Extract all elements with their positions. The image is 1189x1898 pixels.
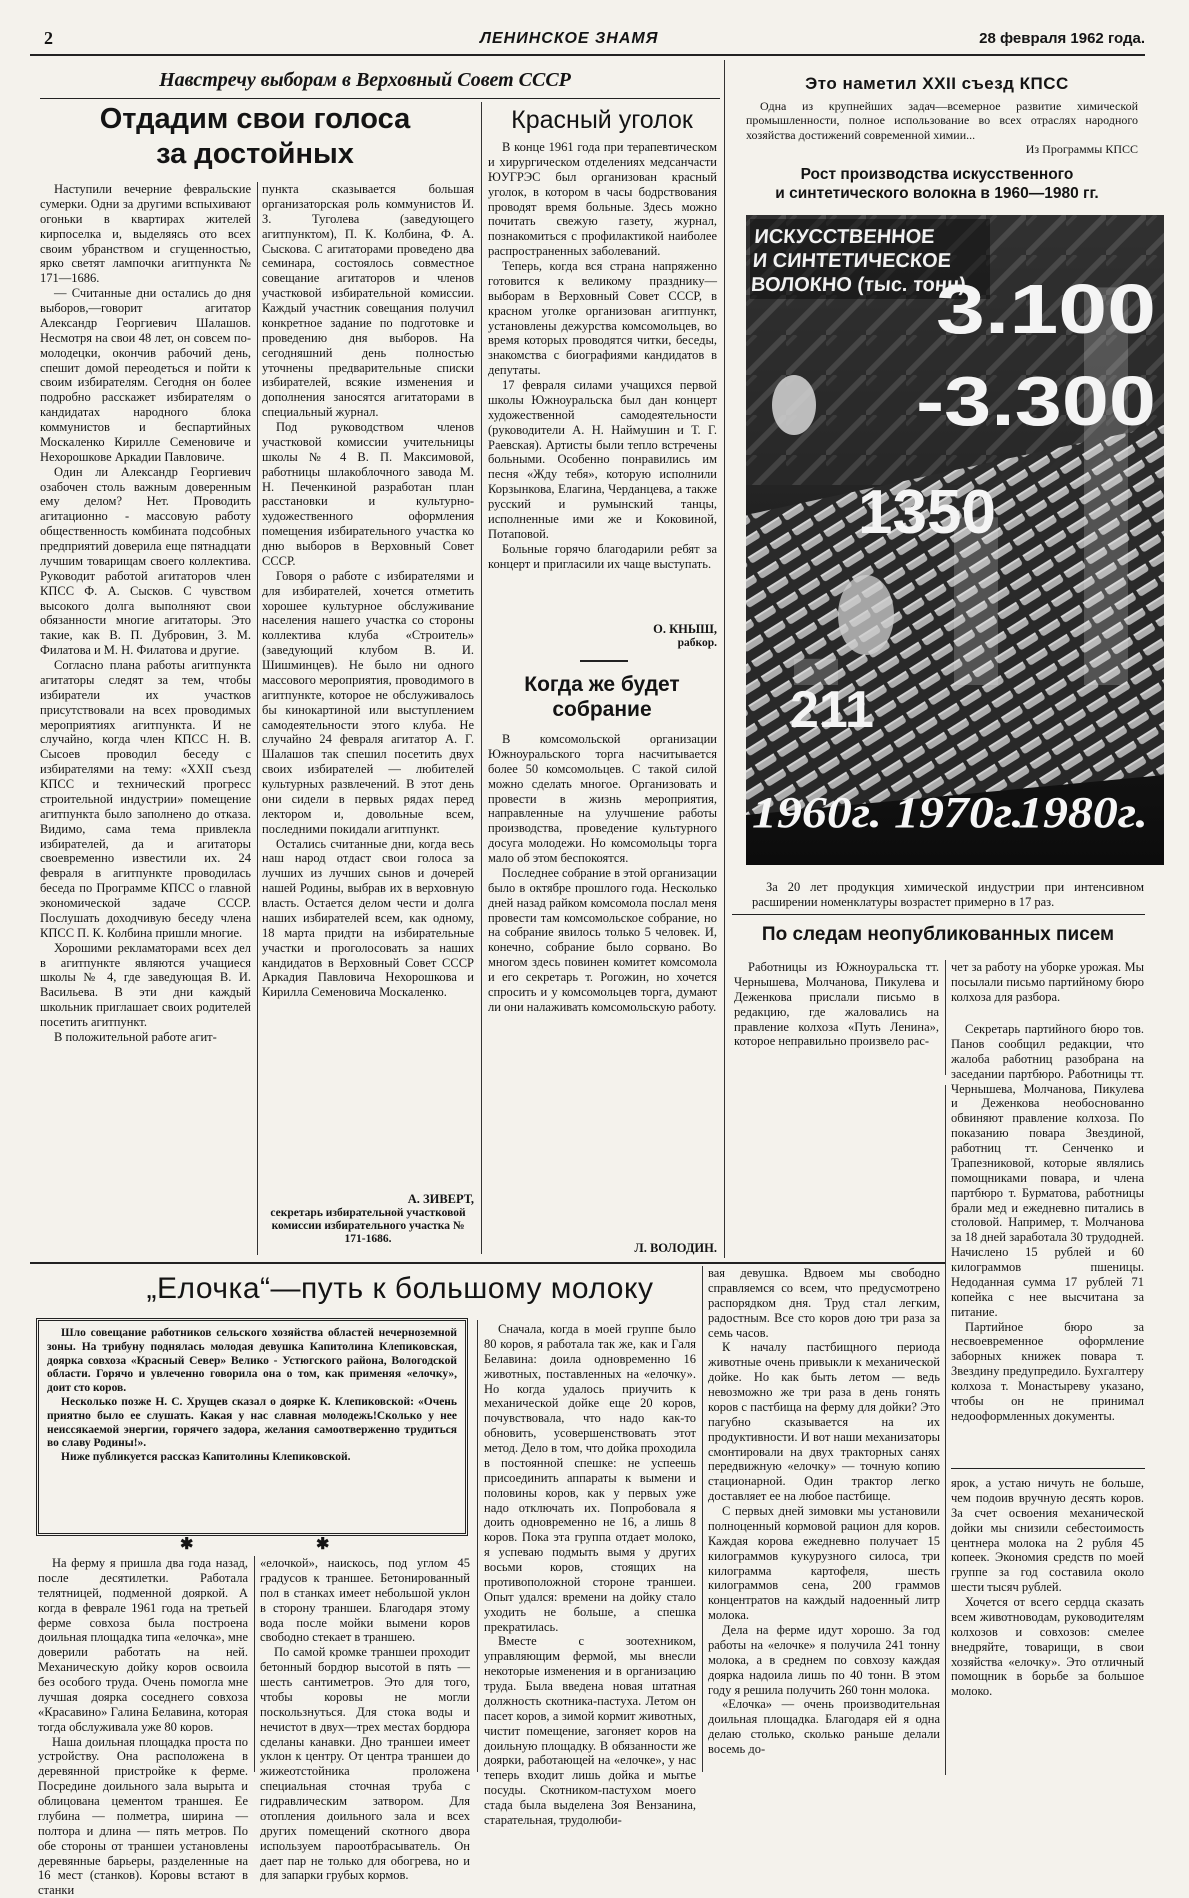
- paragraph: Под руководством членов участковой комиссии учительницы школы № 4 В. П. Максимовой, работницы шлакоблочного завода М. Н. Печенкиной разработан план расстановки и культурно-художественного оформления помещения избирательного участка ко дню выборов в Верховный Совет СССР.: [262, 420, 474, 569]
- chart-category-labels: [752, 788, 1148, 837]
- column-divider: [257, 182, 258, 1255]
- chart-value-label: 1350: [858, 478, 996, 547]
- column-divider: [254, 1556, 255, 1772]
- paragraph: Согласно плана работы агитпункта агитаторы следят за тем, чтобы избиратели их участков присутствовали на всех проводимых мероприятиях агитпункта. И не случайно, когда член КПСС Н. В. Сысоев проводил беседу с избирателями на тему: «XXII съезд КПСС и технический прогресс строительной индустрии» помещение агитпункта было заполнено до отказа. Видимо, сама тема привлекла избирателей, да и агитаторы своевременно известили их. 24 февраля в агитпункте проводилась беседа по Программе КПСС о главной экономической задаче СССР. Послушать доходчивую беседу члена КПСС П. К. Колбина пришли многие.: [40, 658, 251, 941]
- program-title: Это наметил XXII съезд КПСС: [732, 74, 1142, 94]
- elochka-col2: [260, 1556, 470, 1772]
- program-quote: [746, 99, 1138, 156]
- paragraph: вая девушка. Вдвоем мы свободно справляемся со всем, что предусмотрено распорядком дня. Труд стал легким, радостным. Все сто коров дою три раза за семь часов.: [708, 1266, 940, 1340]
- paragraph: По самой кромке траншеи проходит бетонный бордюр высотой в пять — шесть сантиметров. Это для того, чтобы коровы не могли поскользнуться. Для стока воды и нечистот в двух—трех местах бордюра сделаны канавки. Дно траншеи имеет уклон к центру. От центра траншеи до жижеотстойника проложена специальная сточная труба с гидравлическим затвором. Для отопления доильного зала и всех других помещений скотного двора используем пароотбрасыватель. Он дает пар не только для обогрева, но и для запарки грубых кормов.: [260, 1645, 470, 1883]
- article1-title-line2: за достойных: [40, 137, 470, 172]
- article1-col1: [40, 182, 251, 1260]
- masthead: [30, 26, 1145, 52]
- election-banner: Навстречу выборам в Верховный Совет СССР: [110, 69, 620, 92]
- article3-title-line2: собрание: [487, 697, 717, 722]
- chart-category-label: 1980г.: [1018, 788, 1148, 837]
- short-rule: [580, 660, 628, 662]
- author-title: рабкор.: [488, 637, 717, 650]
- paragraph: Несколько позже Н. С. Хрущев сказал о доярке К. Клепиковской: «Очень приятно было ее слушать. Какая у нас славная молодежь!Сколько у нее неиссякаемой энергии, горячего задора, желания самоотверженно трудиться во славу Родины!».: [47, 1396, 457, 1451]
- asterisk-ornament: ✱: [180, 1534, 193, 1554]
- column-divider: [702, 1266, 703, 1772]
- article3-body: [488, 732, 717, 1238]
- author-signature: Л. ВОЛОДИН.: [488, 1241, 717, 1256]
- elochka-col5: [951, 1476, 1144, 1772]
- paragraph: Секретарь партийного бюро тов. Панов сообщил редакции, что жалоба работниц разобрана на заседании партбюро. Работницы тт. Чернышева, Молчанова, Пикулева и Деженкова необоснованно обвиняют правление колхоза. По показанию повара Звездиной, работниц тт. Сенченко и Трапезниковой, которые являлись помощниками повара, и члена партбюро т. Бурматова, работницы брали мед и ежедневно питались в столовой. Например, т. Молчанова за 18 дней заработала 30 трудодней. Начислено 15 рублей и 60 килограммов пшеницы. Недоданная сумма 17 рублей 71 копейка с нее высчитана за питание.: [951, 1022, 1144, 1320]
- paragraph: Хорошими рекламаторами всех дел в агитпункте являются учащиеся школы № 4, где заведующая В. И. Васильева. В эти дни каждый школьник приглашает своих родителей посетить агитпункт.: [40, 941, 251, 1030]
- elochka-col3: [484, 1322, 696, 1772]
- paragraph: Ниже публикуется рассказ Капитолины Клепиковской.: [47, 1451, 457, 1465]
- elochka-intro-box: [36, 1318, 468, 1536]
- elochka-col1: [38, 1556, 248, 1772]
- paragraph: Остались считанные дни, когда весь наш народ отдаст свои голоса за лучших из лучших сынов и дочерей нашей Родины, выбрав их в верховную власть. Остается делом чести и долга наших избирателей всем, как одному, 18 марта придти на избирательные участки и проголосовать за наших кандидатов в Верховный Совет СССР Аркадия Павловича Нехорошкова и Кирилла Семеновича Москаленко.: [262, 837, 474, 1001]
- article2-signature-block: [488, 620, 717, 650]
- letters-body: [951, 1022, 1144, 1464]
- paragraph: В положительной работе агит-: [40, 1030, 251, 1045]
- column-divider: [724, 60, 725, 1258]
- chart-value-label: 3.100: [936, 270, 1156, 348]
- banner-rule: [40, 98, 720, 99]
- article2-title: Красный уголок: [487, 106, 717, 135]
- article3-title: [487, 672, 717, 722]
- asterisk-ornament: ✱: [316, 1534, 329, 1554]
- paragraph: Больные горячо благодарили ребят за концерт и пригласили их чаще выступать.: [488, 542, 717, 572]
- worker-figure: [772, 375, 816, 435]
- paragraph: Наша доильная площадка проста по устройству. Она расположена в деревянной пристройке к ферме. Посредине доильного зала вырыта и облицована цементом траншея. Ее глубина — полметра, ширина — полтора и длина — пять метров. По обе стороны от траншеи установлены деревянные барьеры, разделенные на 16 мест (станков). Коровы встают в станки: [38, 1735, 248, 1898]
- column-divider: [945, 1085, 946, 1775]
- column-divider: [945, 960, 946, 1075]
- article3-title-line1: Когда же будет: [487, 672, 717, 697]
- page-number: 2: [44, 28, 53, 49]
- letters-col2: [951, 960, 1144, 1020]
- elochka-col4: [708, 1266, 940, 1772]
- chart-caption: [752, 880, 1144, 910]
- chart-value-label: 211: [790, 681, 874, 739]
- article1-signature-block: [262, 1190, 474, 1247]
- caption-text: За 20 лет продукция химической индустрии при интенсивном расширении номенклатуры возрастет примерно в 17 раз.: [752, 880, 1144, 910]
- paragraph: чет за работу на уборке урожая. Мы посылали письмо партийному бюро колхоза для разбора.: [951, 960, 1144, 1005]
- article2-body: [488, 140, 717, 618]
- newspaper-title: ЛЕНИНСКОЕ ЗНАМЯ: [480, 30, 658, 48]
- paragraph: Дела на ферме идут хорошо. За год работы на «елочке» я получила 241 тонну молока, а в среднем по совхозу каждая доярка надоила лишь по 40 тонн. В этом году я решила получить 260 тонн молока.: [708, 1623, 940, 1697]
- chart-value-label: -3.300: [916, 362, 1156, 440]
- chart-heading-text: И СИНТЕТИЧЕСКОЕ: [752, 250, 952, 272]
- paragraph: С первых дней зимовки мы установили полноценный кормовой рацион для коров. Каждая корова ежедневно получает 15 килограммов кукурузного силоса, три килограмма картофеля, шесть килограммов сена, 200 граммов концентратов на каждый надоенный литр молока.: [708, 1504, 940, 1623]
- chart-title-line1: Рост производства искусственного: [732, 165, 1142, 184]
- paragraph: пункта сказывается большая организаторская роль коммунистов И. З. Туголева (заведующего агитпунктом), П. К. Колбина, Ф. А. Сыскова. С агитаторами проведено два семинара, состоялось совместное совещание агитаторов и членов участковой избирательной комиссии. Каждый участник совещания получил конкретное задание по подготовке и проведению дня выборов. На сегодняшний день полностью уточнены предварительные списки избирателей, всякие изменения и дополнения заносятся агитаторами в специальный журнал.: [262, 182, 474, 420]
- paragraph: К началу пастбищного периода животные очень привыкли к механической дойке. Но как быть летом — ведь невозможно же три раза в день гонять коров с пастбища на ферму для дойки? Это пагубно сказывается на их продуктивности. И вот наши механизаторы смонтировали на двух тракторных санях передвижную «елочку» — точную копию стационарной. Один трактор легко доставляет ее на любое пастбище.: [708, 1340, 940, 1504]
- issue-date: 28 февраля 1962 года.: [979, 30, 1145, 47]
- author-signature: А. ЗИВЕРТ,: [262, 1192, 474, 1207]
- chart-category-label: 1960г.: [752, 788, 882, 837]
- author-title: секретарь избирательной участковой комиссии избирательного участка № 171-1686.: [262, 1207, 474, 1247]
- paragraph: Партийное бюро за несвоевременное оформление заборных книжек повара т. Звездину предупредило. Бухгалтеру колхоза т. Монастыреву указано, чтобы он не принимал недооформленных документы.: [951, 1320, 1144, 1424]
- article1-title-line1: Отдадим свои голоса: [40, 102, 470, 137]
- paragraph: 17 февраля силами учащихся первой школы Южноуральска был дан концерт художественной самодеятельности (руководители А. Н. Наймушин и Т. Г. Раевская). Артисты были тепло встречены больными. Особенно понравились им песня «Жду тебя», которую исполнили Корзынкова, Елагина, Черданцева, а также русский и румынский танцы, исполненные ими же и Коковиной, Потаповой.: [488, 378, 717, 542]
- column-divider: [481, 102, 482, 1254]
- paragraph: «Елочка» — очень производительная доильная площадка. Благодаря ей я одна делаю столько, сколько раньше делали восемь до-: [708, 1697, 940, 1757]
- paragraph: — Считанные дни остались до дня выборов,—говорит агитатор Александр Георгиевич Шалашов. Несмотря на свои 48 лет, он совсем по-молодецки, окончив рабочий день, спешит домой переодеться и пойти к своим избирателям. Сегодня он более подробно расскажет избирателям о кандидатах народного блока коммунистов и беспартийных Москаленко Кирилле Семеновиче и Нехорошкове Аркадии Павловиче.: [40, 286, 251, 465]
- author-signature: О. КНЫШ,: [488, 622, 717, 637]
- chart-title: [732, 165, 1142, 204]
- paragraph: Работницы из Южноуральска тт. Чернышева, Молчанова, Пикулева и Деженкова прислали письмо в редакцию, где жаловались на правление колхоза «Путь Ленина», которое неправильно произвело рас-: [734, 960, 939, 1049]
- paragraph: На ферму я пришла два года назад, после десятилетки. Работала телятницей, подменной дояркой. А когда в феврале 1961 года на третьей ферме совхоза была построена доильная площадка типа «елочка», мне доверили работать на ней. Механическую дойку коров освоила без особого труда. Очень помогла мне лучшая доярка соседнего совхоза «Красавино» Галина Белавина, которая тогда обслуживала уже 80 коров.: [38, 1556, 248, 1735]
- worker-figure: [838, 575, 894, 655]
- paragraph: Последнее собрание в этой организации было в октябре прошлого года. Несколько дней назад райком комсомола послал меня провести там комсомольское собрание, но на собрание явилось только 5 человек. И, конечно, собрание было сорвано. Во многом здесь повинен комитет комсомола и его секретарь т. Рогожин, но хочется спросить и у комсомольцев торга, думают ли они налаживать комсомольскую работу.: [488, 866, 717, 1015]
- section-rule: [951, 1468, 1145, 1469]
- article1-col2: [262, 182, 474, 1188]
- paragraph: «елочкой», наискось, под углом 45 градусов к траншее. Бетонированный пол в станках имеет небольшой уклон в сторону траншеи. Благодаря этому вода после мойки вымени коров свободно стекает в траншею.: [260, 1556, 470, 1645]
- paragraph: В конце 1961 года при терапевтическом и хирургическом отделениях медсанчасти ЮУГРЭС был организован красный уголок, в котором в часы бодрствования проводят время больные. Здесь можно почитать свежую газету, журнал, познакомиться с профилактикой наиболее распространенных заболеваний.: [488, 140, 717, 259]
- paragraph: Шло совещание работников сельского хозяйства областей нечерноземной зоны. На трибуну поднялась молодая девушка Капитолина Клепиковская, доярка совхоза «Красный Север» Велико - Устюгского района, Вологодской области. Горячо и увлеченно говорила она о том, как применяя «елочку», доит сто коров.: [47, 1327, 457, 1396]
- paragraph: Сначала, когда в моей группе было 80 коров, я работала так же, как и Галя Белавина: доила одновременно 16 животных, поставленных на «елочку». Но когда удалось приучить к механической дойке еще 20 коров, почувствовала, что надо как-то обновить, усовершенствовать этот метод. Дело в том, что дойка проходила в постоянной спешке: не успеешь присоединить аппараты к вымени и половины коров, как у первых уже надо отключать их. Попробовала я доить одновременно не 16, а лишь 8 коров. Пока эта группа отдает молоко, я успеваю подмыть вымя у других восьми коров, стоящих на противоположной стороне траншеи. Опыт удался: времени на дойку стало уходить не больше, а спешка прекратилась.: [484, 1322, 696, 1634]
- article1-title: [40, 102, 470, 172]
- paragraph: Теперь, когда вся страна напряженно готовится к великому празднику—выборам в Верховный Совет СССР, в красном уголке организован агитпункт, установлены дежурства комсомольцев, во время которых проводятся читки, беседы, знакомства с биографиями кандидатов в депутаты.: [488, 259, 717, 378]
- chart-category-label: 1970г.: [894, 788, 1024, 837]
- paragraph: ярок, а устаю ничуть не больше, чем подоив вручную десять коров. За счет освоения механической дойки мы снизили себестоимость центнера молока на 2 рубля 45 копеек. Экономия средств по моей группе за год составила около шести тысяч рублей.: [951, 1476, 1144, 1595]
- chart-title-line2: и синтетического волокна в 1960—1980 гг.: [732, 184, 1142, 203]
- paragraph: В комсомольской организации Южноуральского торга насчитывается более 50 комсомольцев. С такой силой можно сделать многое. Организовать и провести в жизнь мероприятия, направленные на улучшение работы производства, проведение культурного досуга молодежи. Но комсомольцы торга мало об этом беспокоятся.: [488, 732, 717, 866]
- fiber-chart: [746, 215, 1164, 865]
- paragraph: Говоря о работе с избирателями и для избирателей, хочется отметить хорошее культурное обслуживание населения нашего участка со стороны коллектива клуба «Строитель» (заведующий клубом В. И. Шишминцев). Не было ни одного массового мероприятия, проводимого в агитпункте, которое не обслуживалось бы кинокартиной или выступлением самодеятельности этого клуба. Не случайно 24 февраля агитатор А. Г. Шалашов так спешил посетить двух своих избирателей — любителей культурных развлечений. В этот день они сидели в первых рядах перед лектором и, довольные всем, последними покидали агитпункт.: [262, 569, 474, 837]
- letters-col1: [734, 960, 939, 1078]
- masthead-rule: [30, 54, 1145, 56]
- paragraph: Один ли Александр Георгиевич озабочен столь важным доверенным ему делом? Нет. Проводить агитационно - массовую работу общественность комбината подсобных предприятий доверила еще пятнадцати лучшим товарищам своего коллектива. Руководит работой агитаторов член КПСС Ф. А. Сысков. С чувством высокого долга выполняют свои обязанности многие агитаторы. Это такие, как В. П. Дубровин, З. М. Филатова и М. Н. Филатова и другие.: [40, 465, 251, 658]
- quote-source: Из Программы КПСС: [746, 142, 1138, 156]
- chart-heading-text: ИСКУССТВЕННОЕ: [754, 226, 936, 248]
- section-rule: [732, 914, 1145, 915]
- letters-title: По следам неопубликованных писем: [728, 924, 1148, 946]
- section-rule: [30, 1262, 946, 1264]
- quote-text: Одна из крупнейших задач—всемерное развитие химической промышленности, полное использование во всех отраслях народного хозяйства достижений современной химии...: [746, 99, 1138, 142]
- paragraph: Хочется от всего сердца сказать всем животноводам, руководителям колхозов и совхозов: смелее внедряйте, товарищи, в свои хозяйства «елочку». Это отличный помощник в борьбе за большое молоко.: [951, 1595, 1144, 1699]
- article3-signature-block: [488, 1239, 717, 1256]
- paragraph: Вместе с зоотехником, управляющим фермой, мы внесли некоторые изменения и в организацию труда. Была введена новая штатная должность скотника-пастуха. Летом он пасет коров, а зимой кормит животных, чистит помещение, загоняет коров на доильную площадку. В обязанности же доярки, работающей на «елочке», у нас теперь входит лишь дойка и мытье посуды. Скотником-пастухом моего стада была выделена Зоя Вензанина, старательная, трудолюби-: [484, 1634, 696, 1827]
- column-divider: [477, 1320, 478, 1772]
- elochka-title: „Елочка“—путь к большому молоку: [90, 1272, 710, 1306]
- chart-frame: [746, 215, 1164, 865]
- chart-heading-text: ВОЛОКНО (тыс. тонн): [750, 274, 966, 296]
- paragraph: Наступили вечерние февральские сумерки. Одни за другими вспыхивают огоньки в квартирах жителей кирпоселка и, выделяясь ото всех своим убранством и сгущенностью, ярко светят лампочки агитпункта № 171—1686.: [40, 182, 251, 286]
